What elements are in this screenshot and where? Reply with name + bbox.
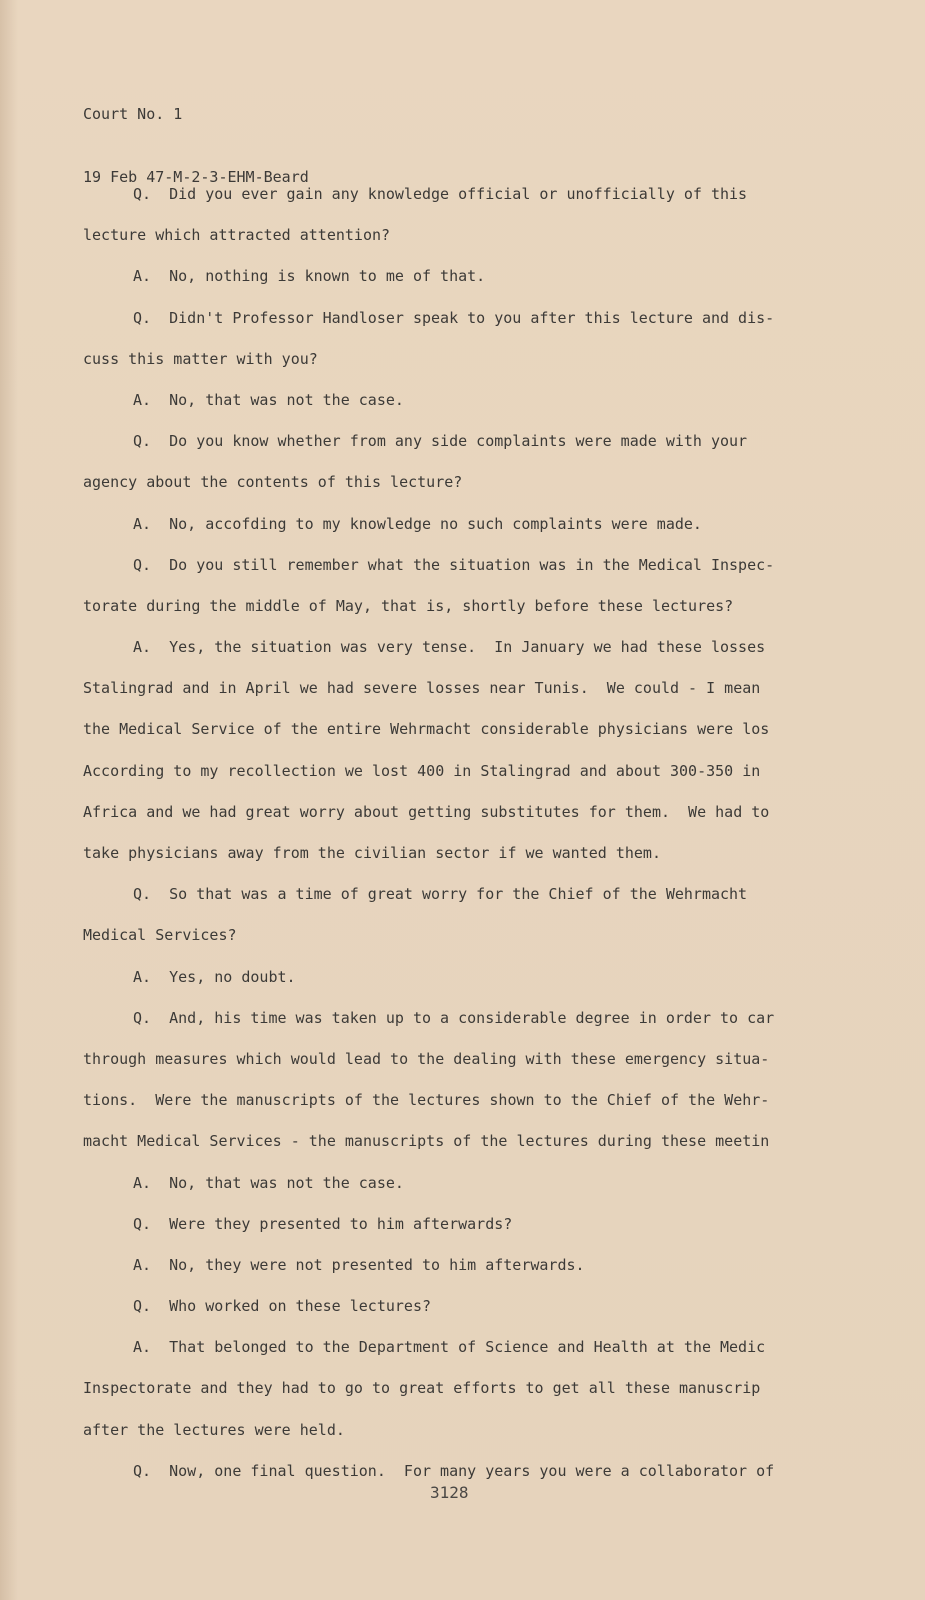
- transcript-line: agency about the contents of this lecture?: [83, 473, 463, 492]
- transcript-line: A. No, they were not presented to him afterwards.: [133, 1255, 585, 1274]
- transcript-line: torate during the middle of May, that is, shortly before these lectures?: [83, 596, 734, 615]
- transcript-line: Q. Didn't Professor Handloser speak to you after this lecture and dis-: [133, 308, 775, 327]
- transcript-line: through measures which would lead to the dealing with these emergency situa-: [83, 1049, 770, 1068]
- transcript-line: tions. Were the manuscripts of the lectures shown to the Chief of the Wehr-: [83, 1091, 770, 1110]
- transcript-line: after the lectures were held.: [83, 1420, 345, 1439]
- transcript-body: [83, 184, 863, 1502]
- transcript-line: Medical Services?: [83, 926, 237, 945]
- transcript-line: Stalingrad and in April we had severe losses near Tunis. We could - I mean: [83, 679, 761, 698]
- transcript-line: Q. Did you ever gain any knowledge official or unofficially of this: [133, 185, 748, 203]
- transcript-line: Q. Who worked on these lectures?: [133, 1297, 432, 1316]
- transcript-line: A. No, that was not the case.: [133, 390, 404, 409]
- transcript-line: take physicians away from the civilian sector if we wanted them.: [83, 844, 661, 862]
- transcript-line: Q. Do you know whether from any side complaints were made with your: [133, 432, 748, 451]
- page-number: 3128: [430, 1483, 469, 1502]
- transcript-line: A. Yes, no doubt.: [133, 967, 296, 986]
- transcript-line: Q. Were they presented to him afterwards?: [133, 1214, 513, 1233]
- transcript-line: Inspectorate and they had to go to great efforts to get all these manuscrip: [83, 1379, 761, 1398]
- transcript-line: According to my recollection we lost 400 in Stalingrad and about 300-350 in: [83, 761, 761, 780]
- transcript-line: A. No, that was not the case.: [133, 1173, 404, 1192]
- transcript-line: Q. Do you still remember what the situation was in the Medical Inspec-: [133, 555, 775, 574]
- transcript-line: Q. And, his time was taken up to a considerable degree in order to car: [133, 1008, 775, 1027]
- transcript-line: Africa and we had great worry about getting substitutes for them. We had to: [83, 802, 770, 821]
- transcript-line: macht Medical Services - the manuscripts of the lectures during these meetin: [83, 1132, 770, 1151]
- transcript-line: A. No, accofding to my knowledge no such complaints were made.: [133, 514, 702, 533]
- session-reference: 19 Feb 47-M-2-3-EHM-Beard: [83, 168, 309, 186]
- transcript-line: A. No, nothing is known to me of that.: [133, 267, 486, 286]
- court-number: Court No. 1: [83, 105, 183, 123]
- transcript-line: Q. Now, one final question. For many years you were a collaborator of: [133, 1461, 775, 1480]
- transcript-line: cuss this matter with you?: [83, 349, 318, 368]
- transcript-line: A. That belonged to the Department of Science and Health at the Medic: [133, 1338, 766, 1357]
- transcript-line: Q. So that was a time of great worry for the Chief of the Wehrmacht: [133, 885, 748, 904]
- transcript-line: the Medical Service of the entire Wehrmacht considerable physicians were los: [83, 720, 770, 739]
- transcript-line: A. Yes, the situation was very tense. In January we had these losses: [133, 638, 766, 657]
- transcript-line: lecture which attracted attention?: [83, 226, 391, 245]
